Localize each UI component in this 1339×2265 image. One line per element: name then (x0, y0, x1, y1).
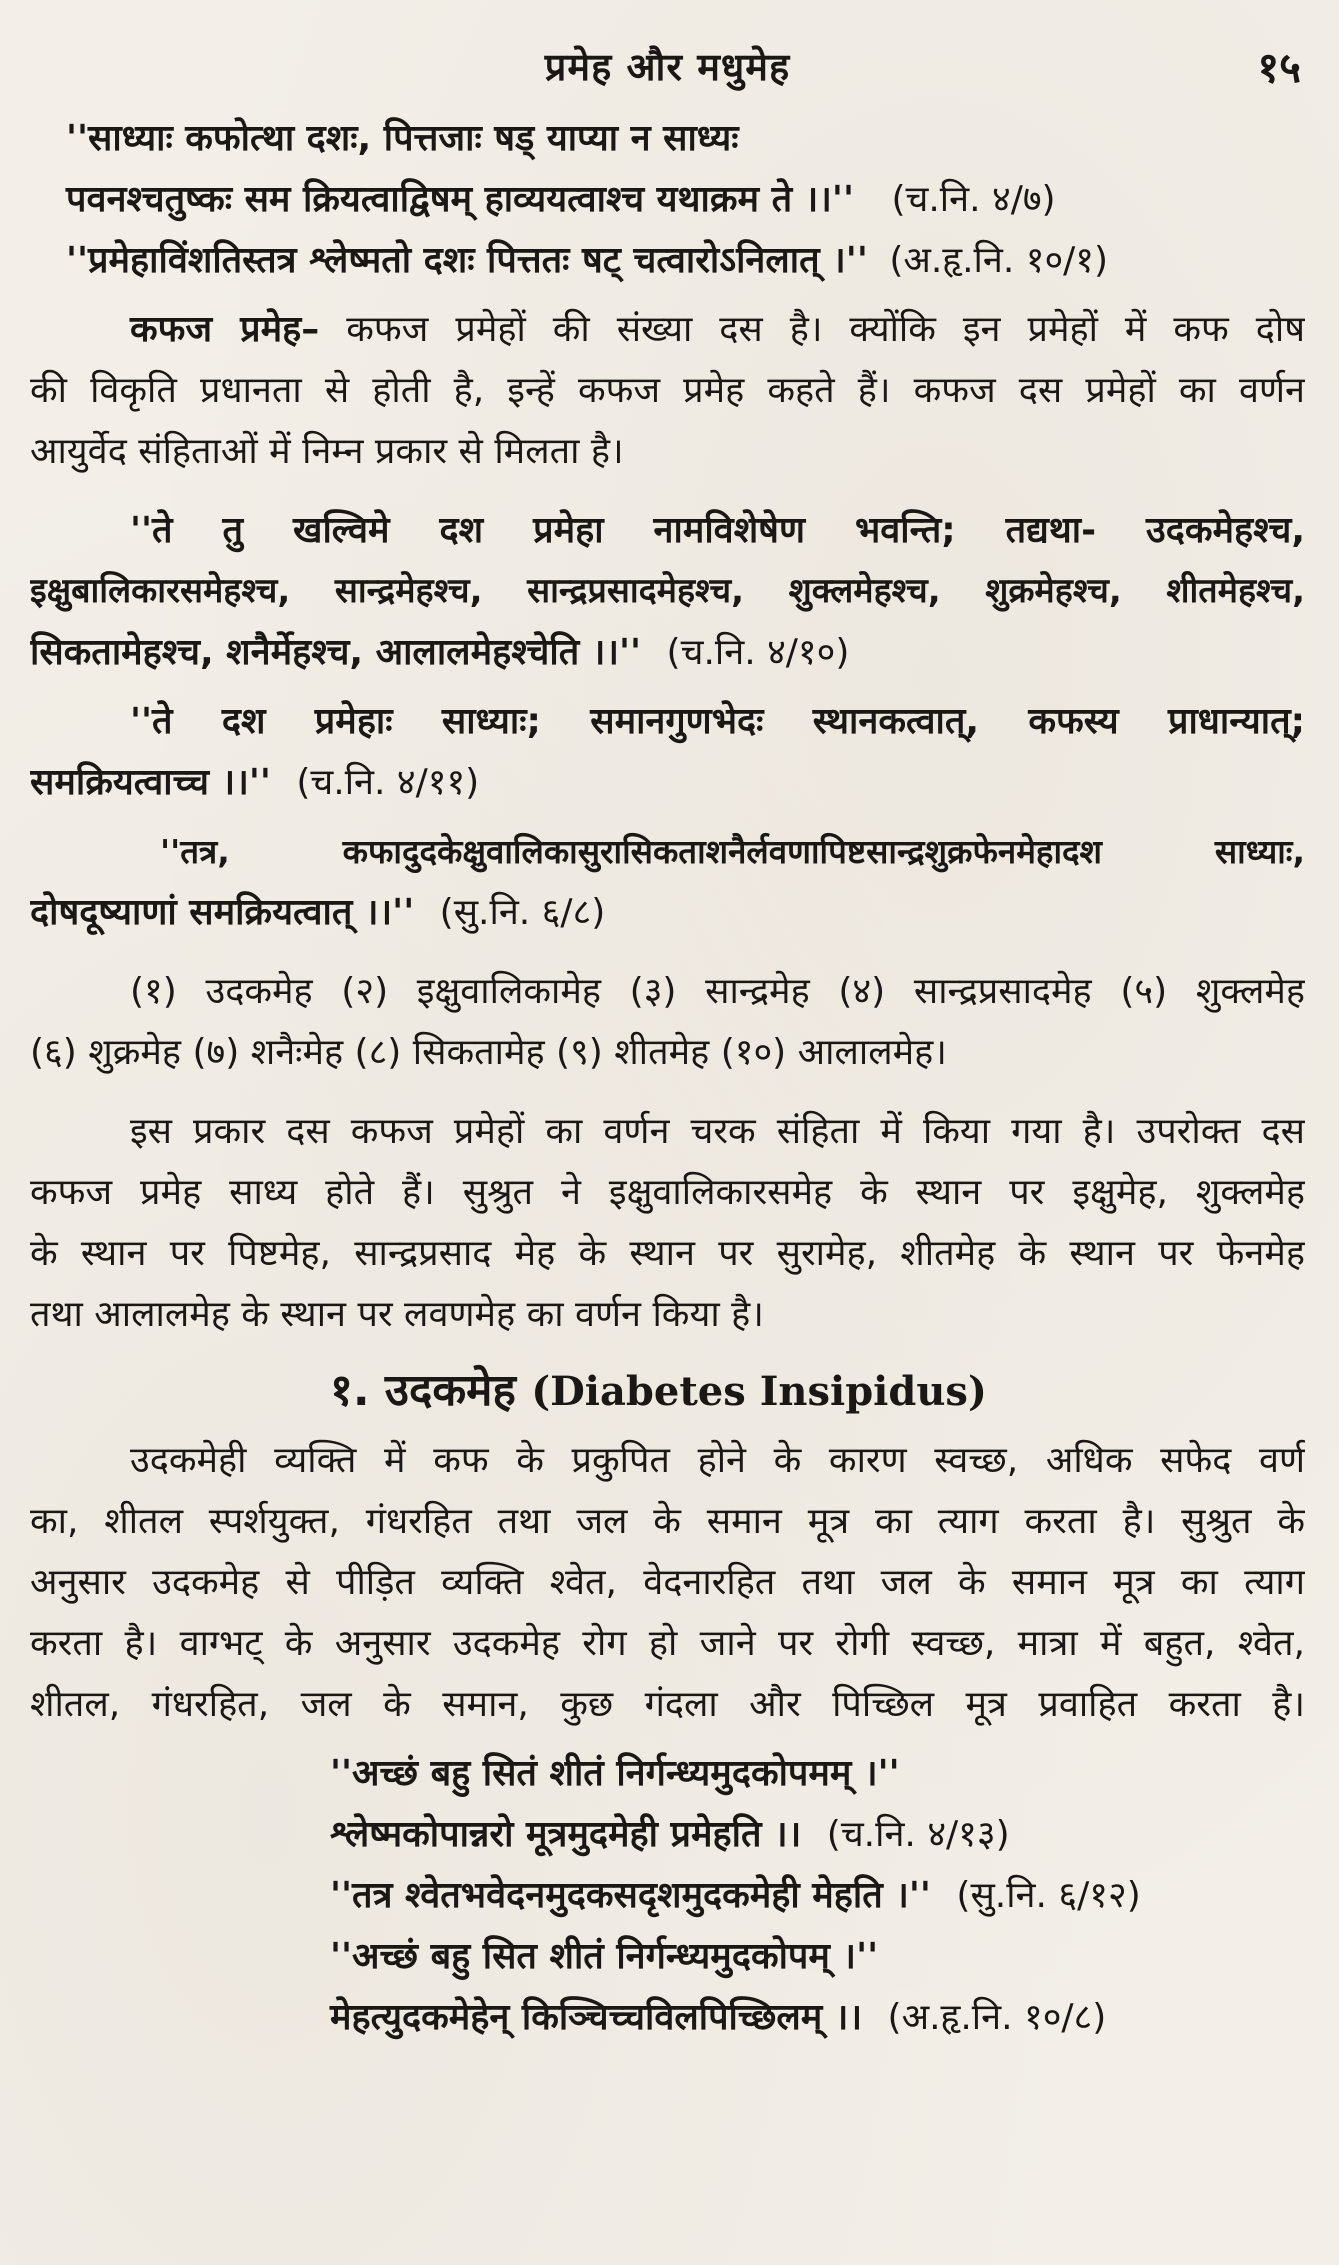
paragraph-line: की विकृति प्रधानता से होती है, इन्हें कफज प्रमेह कहते हैं। कफज दस प्रमेहों का वर्णन (30, 370, 1305, 411)
verse-charaka-sadhya (30, 108, 1305, 291)
verse-line-with-citation (30, 882, 1305, 943)
citation: (च.नि. ४/१३) (826, 1814, 1010, 1855)
paragraph-line: शीतल, गंधरहित, जल के समान, कुछ गंदला और पिच्छिल मूत्र प्रवाहित करता है। (30, 1684, 1305, 1725)
verse-line-with-citation (30, 622, 1305, 683)
paragraph-line: उदकमेही व्यक्ति में कफ के प्रकुपित होने के कारण स्वच्छ, अधिक सफेद वर्ण (130, 1440, 1305, 1481)
verse-line: ''साध्याः कफोत्था दशः, पित्तजाः षड् याप्या न साध्यः (66, 118, 739, 159)
verse-charaka-dasha-prameha (30, 500, 1305, 683)
verse-line-with-citation (30, 1987, 1305, 2048)
citation: (अ.हृ.नि. १०/८) (887, 1997, 1107, 2038)
paragraph-line (30, 299, 1305, 360)
verse-line: ''ते तु खल्विमे दश प्रमेहा नामविशेषेण भवन्ति; तद्यथा- उदकमेहश्च, (130, 510, 1305, 551)
page-number: १५ (1257, 43, 1301, 92)
paragraph-line: इस प्रकार दस कफज प्रमेहों का वर्णन चरक संहिता में किया गया है। उपरोक्त दस (130, 1111, 1305, 1152)
verse-line: इक्षुबालिकारसमेहश्च, सान्द्रमेहश्च, सान्द्रप्रसादमेहश्च, शुक्लमेहश्च, शुक्रमेहश्च, शीतमेहश्च, (30, 571, 1305, 611)
verse-text: दोषदूष्याणां समक्रियत्वात् ।।'' (30, 892, 415, 933)
paragraph-line: के स्थान पर पिष्टमेह, सान्द्रप्रसाद मेह के स्थान पर सुरामेह, शीतमेह के स्थान पर फेनमेह (30, 1233, 1305, 1274)
paragraph-line: आयुर्वेद संहिताओं में निम्न प्रकार से मिलता है। (30, 431, 624, 472)
verse-text: सिकतामेहश्च, शनैर्मेहश्च, आलालमेहश्चेति ।।'' (30, 632, 642, 673)
citation: (अ.हृ.नि. १०/१) (889, 240, 1109, 281)
verse-text: समक्रियत्वाच्च ।।'' (30, 762, 271, 803)
paragraph-text: कफज प्रमेहों की संख्या दस है। क्योंकि इन प्रमेहों में कफ दोष (319, 309, 1305, 350)
subheading: कफज प्रमेह– (130, 309, 320, 350)
verse-line: ''ते दश प्रमेहाः साध्याः; समानगुणभेदः स्थानकत्वात्, कफस्य प्राधान्यात्; (130, 701, 1305, 742)
list-line: (६) शुक्रमेह (७) शनैःमेह (८) सिकतामेह (९) शीतमेह (१०) आलालमेह। (30, 1032, 947, 1073)
verse-text: पवनश्चतुष्कः सम क्रियत्वाद्विषम् हाव्ययत्वाश्च यथाक्रम ते ।।'' (66, 179, 854, 220)
verse-line: ''अच्छं बहु सितं शीतं निर्गन्ध्यमुदकोपमम् ।'' (330, 1753, 900, 1794)
running-title: प्रमेह और मधुमेह (544, 45, 791, 89)
verse-sushruta (30, 821, 1305, 943)
section-title-english: (Diabetes Insipidus) (531, 1368, 987, 1415)
verse-line-with-citation (30, 1865, 1305, 1926)
paragraph-line: का, शीतल स्पर्शयुक्त, गंधरहित तथा जल के समान मूत्र का त्याग करता है। सुश्रुत के (30, 1501, 1305, 1542)
paragraph-line: कफज प्रमेह साध्य होते हैं। सुश्रुत ने इक्षुवालिकारसमेह के स्थान पर इक्षुमेह, शुक्लमेह (30, 1172, 1305, 1213)
paragraph-line: अनुसार उदकमेह से पीड़ित व्यक्ति श्वेत, वेदनारहित तथा जल के समान मूत्र का त्याग (30, 1562, 1305, 1603)
verse-line-with-citation (30, 169, 1305, 230)
citation: (च.नि. ४/१०) (666, 632, 850, 673)
running-header (30, 38, 1305, 108)
verse-udakameha-citations (30, 1743, 1305, 2048)
paragraph-line: करता है। वाग्भट् के अनुसार उदकमेह रोग हो जाने पर रोगी स्वच्छ, मात्रा में बहुत, श्वेत, (30, 1623, 1305, 1664)
kaphaja-prameha-list (30, 961, 1305, 1083)
verse-charaka-sadhya-reason (30, 691, 1305, 813)
citation: (च.नि. ४/११) (296, 762, 480, 803)
verse-line-with-citation (30, 1804, 1305, 1865)
verse-line-with-citation (30, 230, 1305, 291)
verse-text: श्लेष्मकोपान्नरो मूत्रमुदमेही प्रमेहति ।। (330, 1814, 802, 1855)
verse-text: ''तत्र श्वेतभवेदनमुदकसदृशमुदकमेही मेहति ।'' (330, 1875, 931, 1916)
citation: (सु.नि. ६/८) (439, 892, 606, 933)
paragraph-kaphaja-prameha (30, 299, 1305, 482)
citation: (च.नि. ४/७) (891, 179, 1056, 220)
list-line: (१) उदकमेह (२) इक्षुवालिकामेह (३) सान्द्रमेह (४) सान्द्रप्रसादमेह (५) शुक्लमेह (130, 971, 1305, 1012)
paragraph-comparison (30, 1101, 1305, 1345)
verse-text: मेहत्युदकमेहेन् किञ्चिच्चविलपिच्छिलम् ।। (330, 1997, 863, 2038)
paragraph-line: तथा आलालमेह के स्थान पर लवणमेह का वर्णन किया है। (30, 1294, 764, 1335)
verse-line-with-citation (30, 752, 1305, 813)
verse-text: ''प्रमेहाविंशतिस्तत्र श्लेष्मतो दशः पित्ततः षट् चत्वारोऽनिलात् ।'' (66, 240, 868, 281)
section-title: १. उदकमेह (330, 1365, 516, 1416)
verse-line: ''तत्र, कफादुदकेक्षुवालिकासुरासिकताशनैर्लवणापिष्टसान्द्रशुक्रफेनमेहादश साध्याः, (160, 832, 1305, 871)
paragraph-udakameha (30, 1430, 1305, 1735)
verse-line: ''अच्छं बहु सित शीतं निर्गन्ध्यमुदकोपम् ।'' (330, 1936, 879, 1977)
section-heading (30, 1353, 1305, 1430)
citation: (सु.नि. ६/१२) (956, 1875, 1141, 1916)
